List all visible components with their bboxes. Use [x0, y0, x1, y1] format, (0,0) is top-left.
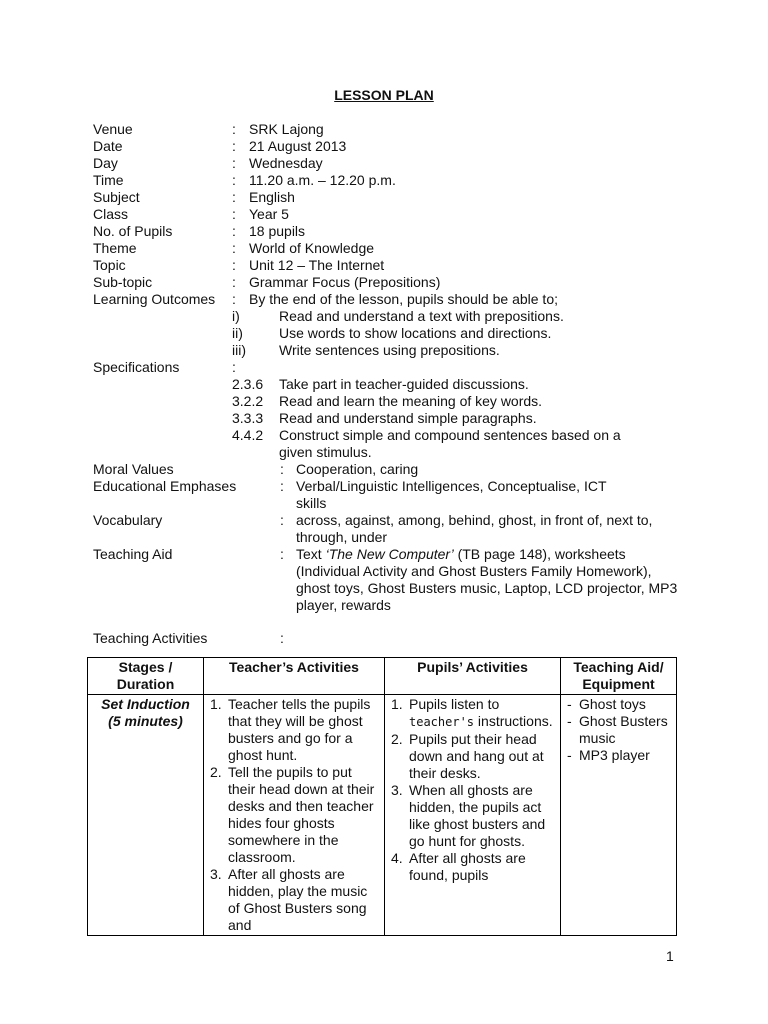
aid-cell — [561, 695, 677, 936]
lesson-details — [93, 121, 693, 647]
specification-item: 3.3.3 Read and understand simple paragraphs. — [232, 410, 537, 426]
list-item: - MP3 player — [567, 747, 650, 763]
learning-outcomes: Learning Outcomes : By the end of the lesson, pupils should be able to; — [93, 291, 558, 307]
specification-item: 2.3.6 Take part in teacher-guided discussions. — [232, 376, 529, 392]
list-item: 2. Tell the pupils to put their head down at their desks and then teacher hides four ghosts somewhere in the classroom. — [210, 764, 375, 865]
specification-item: 3.2.2 Read and learn the meaning of key words. — [232, 393, 543, 409]
table-header-row — [88, 658, 677, 695]
list-item: 3. After all ghosts are hidden, play the music of Ghost Busters song and — [210, 866, 368, 933]
stage-name: Set Induction — [101, 696, 190, 712]
detail-theme: Theme : World of Knowledge — [93, 240, 375, 256]
page-title: LESSON PLAN — [334, 87, 434, 103]
stage-cell — [88, 695, 204, 936]
teaching-aid: Teaching Aid : Text ‘The New Computer’ (TB page 148), worksheets (Individual Activity and Ghost Busters Family Homework), ghost toys, Ghost Busters music, Laptop, LCD projector, MP3 player, rewards — [93, 546, 678, 613]
detail-date: Date : 21 August 2013 — [93, 138, 347, 154]
pupil-activities-cell — [385, 695, 561, 936]
header-aid: Teaching Aid/ Equipment — [561, 658, 677, 695]
detail-day: Day : Wednesday — [93, 155, 323, 171]
book-title: ‘The New Computer’ — [325, 546, 454, 562]
detail-pupils: No. of Pupils : 18 pupils — [93, 223, 306, 239]
specifications: Specifications : — [93, 359, 236, 375]
detail-subtopic: Sub-topic : Grammar Focus (Prepositions) — [93, 274, 441, 290]
detail-subject: Subject : English — [93, 189, 295, 205]
table-row — [88, 695, 677, 936]
list-item: 3. When all ghosts are hidden, the pupils act like ghost busters and go hunt for ghosts. — [391, 782, 546, 849]
teaching-activities-heading: Teaching Activities : — [93, 630, 284, 646]
list-item: - Ghost Busters music — [567, 713, 668, 746]
list-item: 1. Teacher tells the pupils that they will be ghost busters and go for a ghost hunt. — [210, 696, 371, 763]
header-pupils: Pupils’ Activities — [385, 658, 561, 695]
detail-time: Time : 11.20 a.m. – 12.20 p.m. — [93, 172, 396, 188]
detail-topic: Topic : Unit 12 – The Internet — [93, 257, 385, 273]
moral-values: Moral Values : Cooperation, caring — [93, 461, 419, 477]
header-teacher: Teacher’s Activities — [204, 658, 385, 695]
list-item: 2. Pupils put their head down and hang out at their desks. — [391, 731, 544, 781]
list-item: 4. After all ghosts are found, pupils — [391, 850, 526, 883]
outcome-item: i) Read and understand a text with prepositions. — [232, 308, 564, 324]
educational-emphases: Educational Emphases : Verbal/Linguistic Intelligences, Conceptualise, ICT skills — [93, 478, 607, 511]
list-item: 1. Pupils listen to teacher's instructions. — [391, 696, 553, 729]
page-number: 1 — [666, 948, 674, 964]
stage-duration: (5 minutes) — [108, 713, 183, 729]
vocabulary: Vocabulary : across, against, among, behind, ghost, in front of, next to, through, under — [93, 512, 653, 545]
header-stages: Stages / Duration — [88, 658, 204, 695]
activities-table — [87, 657, 677, 936]
outcome-item: iii) Write sentences using prepositions. — [232, 342, 500, 358]
teacher-activities-cell — [204, 695, 385, 936]
specification-item: 4.4.2 Construct simple and compound sentences based on a given stimulus. — [232, 427, 621, 460]
detail-class: Class : Year 5 — [93, 206, 289, 222]
detail-venue: Venue : SRK Lajong — [93, 121, 324, 137]
outcome-item: ii) Use words to show locations and directions. — [232, 325, 552, 341]
list-item: - Ghost toys — [567, 696, 646, 712]
